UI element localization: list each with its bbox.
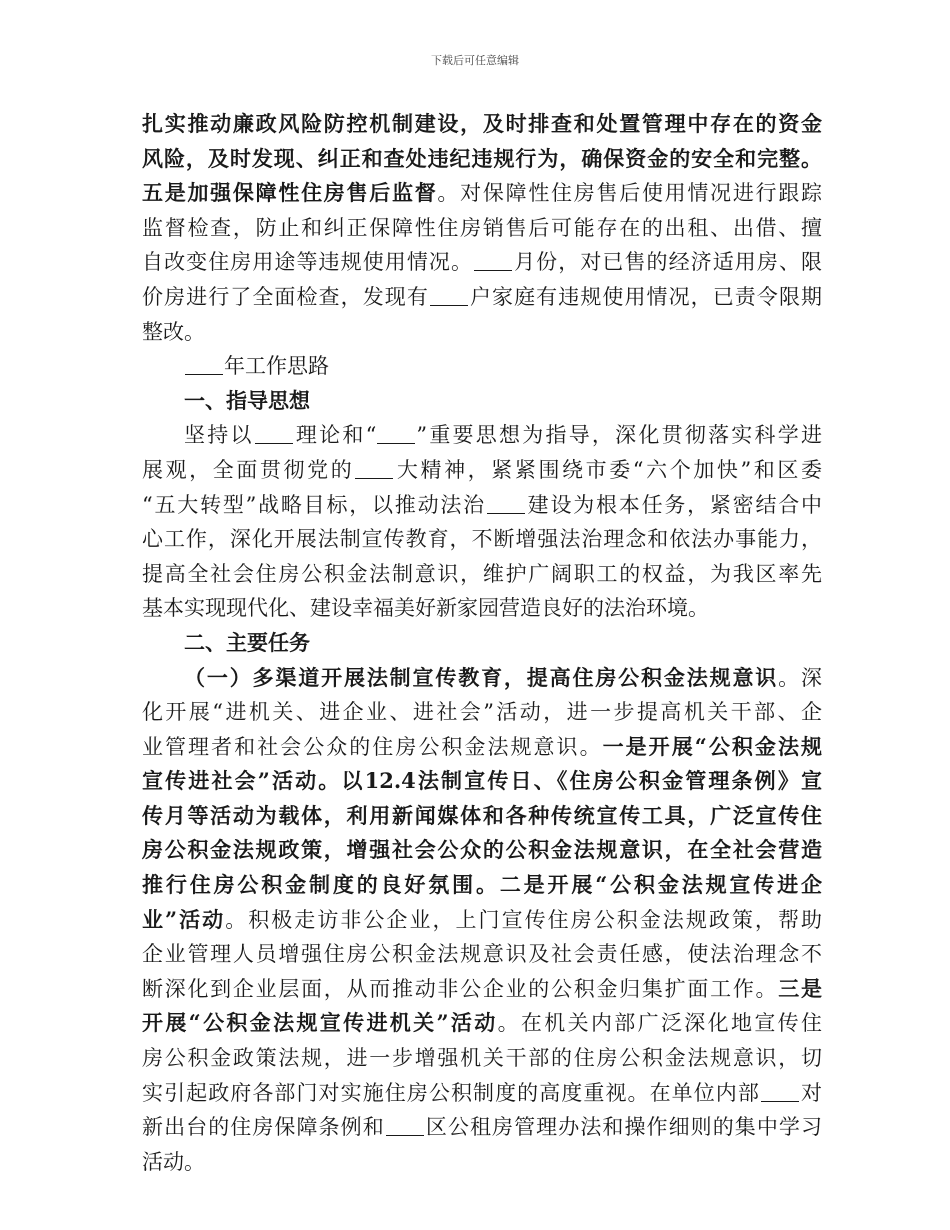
text-line bbox=[142, 349, 822, 384]
fill-in-blank bbox=[761, 1081, 799, 1102]
text-line bbox=[142, 764, 822, 799]
bold-text: 五是加强保障性住房售后监督 bbox=[142, 180, 438, 206]
text-line bbox=[142, 626, 822, 661]
text-line bbox=[142, 937, 822, 972]
body-text: ”重要思想为指导，深化贯彻落实科学进 bbox=[416, 423, 823, 448]
bold-text: 扎实推动廉政风险防控机制建设，及时排查和处置管理中存在的资金 bbox=[142, 111, 822, 136]
body-text: “五大转型”战略目标，以推动法治 bbox=[142, 492, 486, 517]
body-text: 坚持以 bbox=[184, 423, 254, 448]
text-line bbox=[142, 557, 822, 592]
text-line bbox=[142, 453, 822, 488]
bold-text: 风险，及时发现、纠正和查处违纪违规行为，确保资金的安全和完整。 bbox=[142, 145, 822, 171]
text-line bbox=[142, 522, 822, 557]
bold-text: 房公积金法规政策，增强社会公众的公积金法规意识，在全社会营造 bbox=[142, 837, 822, 863]
fill-in-blank bbox=[386, 1115, 424, 1136]
text-line bbox=[142, 1145, 822, 1180]
text-line bbox=[142, 315, 822, 350]
body-text: 。深 bbox=[778, 665, 823, 690]
fill-in-blank bbox=[377, 423, 415, 444]
bold-text: 二、主要任务 bbox=[184, 629, 310, 655]
body-text: 新出台的住房保障条例和 bbox=[142, 1115, 385, 1140]
bold-text: 开展“公积金法规宣传进机关”活动 bbox=[142, 1010, 498, 1036]
body-text: 房公积金政策法规，进一步增强机关干部的住房公积金法规意识，切 bbox=[142, 1046, 822, 1071]
fill-in-blank bbox=[487, 493, 525, 514]
text-line bbox=[142, 903, 822, 938]
text-line bbox=[142, 868, 822, 903]
fill-in-blank bbox=[355, 458, 393, 479]
body-text: 监督检查，防止和纠正保障性住房销售后可能存在的出租、出借、擅 bbox=[142, 215, 822, 240]
text-line bbox=[142, 107, 822, 142]
body-text: 价房进行了全面检查，发现有 bbox=[142, 284, 429, 309]
body-text: 断深化到企业层面，从而推动非公企业的公积金归集扩面工作。 bbox=[142, 976, 779, 1001]
body-text: 基本实现现代化、建设幸福美好新家园营造良好的法治环境。 bbox=[142, 596, 709, 621]
body-text: 月份，对已售的经济适用房、限 bbox=[513, 250, 823, 275]
body-text: 提高全社会住房公积金法制意识，维护广阔职工的权益，为我区率先 bbox=[142, 561, 822, 586]
bold-text: 推行住房公积金制度的良好氛围。二是开展“公积金法规宣传进企 bbox=[142, 872, 822, 898]
body-text: 。对保障性住房售后使用情况进行跟踪 bbox=[437, 181, 823, 206]
body-text: 建设为根本任务，紧密结合中 bbox=[525, 492, 822, 517]
text-line bbox=[142, 1110, 822, 1145]
bold-text: 宣传进社会”活动。以12.4法制宣传日、《住房公积金管理条例》宣 bbox=[142, 768, 822, 794]
bold-text: 业”活动 bbox=[142, 906, 226, 932]
bold-text: 一、指导思想 bbox=[184, 387, 310, 413]
body-text: 活动。 bbox=[142, 1149, 205, 1174]
body-text: 企业管理人员增强住房公积金法规意识及社会责任感，使法治理念不 bbox=[142, 942, 822, 967]
text-line bbox=[142, 488, 822, 523]
page-header: 下载后可任意编辑 bbox=[431, 54, 519, 67]
text-line bbox=[142, 591, 822, 626]
text-line bbox=[142, 211, 822, 246]
text-line bbox=[142, 799, 822, 834]
body-text: 。在机关内部广泛深化地宣传住 bbox=[497, 1011, 822, 1036]
text-line bbox=[142, 661, 822, 696]
text-line bbox=[142, 1041, 822, 1076]
text-line bbox=[142, 730, 822, 765]
text-line bbox=[142, 695, 822, 730]
bold-text: 传月等活动为载体，利用新闻媒体和各种传统宣传工具，广泛宣传住 bbox=[142, 802, 822, 828]
bold-text: （一）多渠道开展法制宣传教育，提高住房公积金法规意识 bbox=[184, 664, 779, 690]
fill-in-blank bbox=[255, 423, 293, 444]
body-text: 理论和“ bbox=[293, 423, 377, 448]
body-text: 化开展“进机关、进企业、进社会”活动，进一步提高机关干部、企 bbox=[142, 700, 822, 725]
body-text: 大精神，紧紧围绕市委“六个加快”和区委 bbox=[394, 457, 822, 482]
text-line bbox=[142, 142, 822, 177]
text-line bbox=[142, 833, 822, 868]
body-text: 户家庭有违规使用情况，已责令限期 bbox=[468, 284, 823, 309]
body-text: 展观，全面贯彻党的 bbox=[142, 457, 355, 482]
document-body bbox=[142, 107, 822, 1179]
text-line bbox=[142, 245, 822, 280]
text-line bbox=[142, 1076, 822, 1111]
body-text: 。积极走访非公企业，上门宣传住房公积金法规政策，帮助 bbox=[225, 907, 822, 932]
body-text: 整改。 bbox=[142, 319, 205, 344]
body-text: 自改变住房用途等违规使用情况。 bbox=[142, 250, 474, 275]
text-line bbox=[142, 418, 822, 453]
body-text: 心工作，深化开展法制宣传教育，不断增强法治理念和依法办事能力， bbox=[142, 527, 822, 552]
text-line bbox=[142, 176, 822, 211]
text-line bbox=[142, 280, 822, 315]
fill-in-blank bbox=[474, 250, 512, 271]
text-line bbox=[142, 972, 822, 1007]
bold-text: 一是开展“公积金法规 bbox=[602, 733, 822, 759]
body-text: 年工作思路 bbox=[224, 354, 329, 379]
bold-text: 三是 bbox=[778, 975, 823, 1001]
body-text: 实引起政府各部门对实施住房公积制度的高度重视。在单位内部 bbox=[142, 1080, 760, 1105]
fill-in-blank bbox=[430, 285, 468, 306]
body-text: 业管理者和社会公众的住房公积金法规意识。 bbox=[142, 734, 603, 759]
body-text: 区公租房管理办法和操作细则的集中学习 bbox=[424, 1115, 823, 1140]
fill-in-blank bbox=[185, 354, 223, 375]
text-line bbox=[142, 1006, 822, 1041]
text-line bbox=[142, 384, 822, 419]
body-text: 对 bbox=[799, 1080, 823, 1105]
